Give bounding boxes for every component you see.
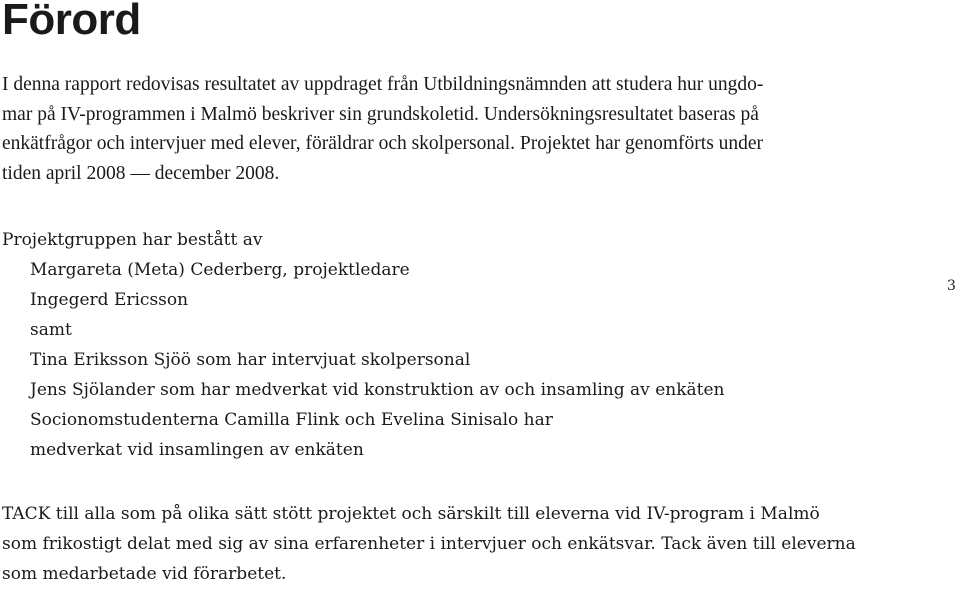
- intro-line: enkätfrågor och intervjuer med elever, föräldrar och skolpersonal. Projektet har genomförts under: [2, 133, 764, 154]
- intro-line: mar på IV-programmen i Malmö beskriver sin grundskoletid. Undersökningsresultatet baseras på: [2, 103, 759, 125]
- page-title: Förord: [2, 0, 141, 44]
- team-member-line: Socionomstudenterna Camilla Flink och Evelina Sinisalo har: [30, 410, 553, 430]
- page-number: 3: [947, 278, 956, 294]
- project-team-heading: Projektgruppen har bestått av: [2, 230, 263, 250]
- team-member-line: Margareta (Meta) Cederberg, projektledare: [30, 260, 410, 280]
- project-team-section: [2, 225, 724, 465]
- thanks-line: som frikostigt delat med sig av sina erfarenheter i intervjuer och enkätsvar. Tack även till eleverna: [2, 534, 856, 554]
- intro-paragraph: [2, 70, 832, 188]
- thanks-paragraph: [2, 499, 856, 589]
- team-member-line: medverkat vid insamlingen av enkäten: [30, 440, 364, 460]
- intro-line: tiden april 2008 — december 2008.: [2, 162, 280, 184]
- intro-line: I denna rapport redovisas resultatet av uppdraget från Utbildningsnämnden att studera hur ungdo-: [2, 74, 764, 95]
- team-member-line: Tina Eriksson Sjöö som har intervjuat skolpersonal: [30, 350, 471, 370]
- team-member-line: Jens Sjölander som har medverkat vid konstruktion av och insamling av enkäten: [30, 380, 725, 400]
- thanks-line: TACK till alla som på olika sätt stött projektet och särskilt till eleverna vid IV-program i Malmö: [2, 504, 820, 524]
- thanks-line: som medarbetade vid förarbetet.: [2, 564, 287, 584]
- team-member-line: Ingegerd Ericsson: [30, 290, 189, 310]
- team-member-line: samt: [30, 320, 72, 340]
